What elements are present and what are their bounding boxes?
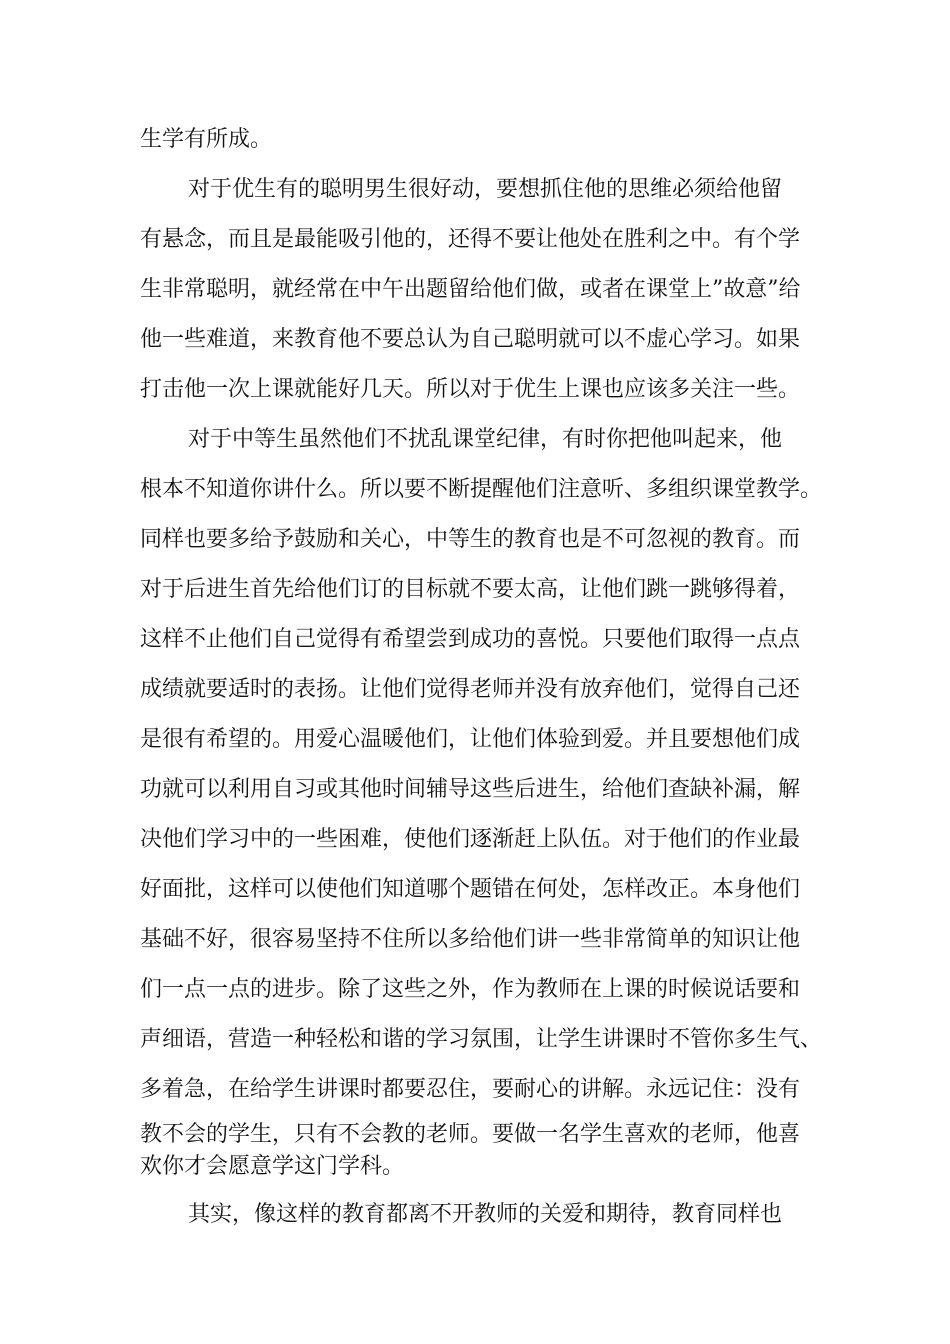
text-line-2: 对于优生有的聪明男生很好动，要想抓住他的思维必须给他留 <box>188 177 783 202</box>
text-line-15: 决他们学习中的一些困难，使他们逐渐赶上队伍。对于他们的作业最 <box>140 827 801 852</box>
text-line-5: 他一些难道，来教育他不要总认为自己聪明就可以不虚心学习。如果 <box>140 327 801 352</box>
text-line-22: 欢你才会愿意学这门学科。 <box>140 1154 405 1179</box>
text-line-16: 好面批，这样可以使他们知道哪个题错在何处，怎样改正。本身他们 <box>140 877 801 902</box>
text-line-12: 成绩就要适时的表扬。让他们觉得老师并没有放弃他们，觉得自己还 <box>140 677 801 702</box>
text-line-20: 多着急，在给学生讲课时都要忍住，要耐心的讲解。永远记住：没有 <box>140 1077 801 1102</box>
text-line-8: 根本不知道你讲什么。所以要不断提醒他们注意听、多组织课堂教学。 <box>140 477 823 502</box>
text-line-9: 同样也要多给予鼓励和关心，中等生的教育也是不可忽视的教育。而 <box>140 527 801 552</box>
text-line-21: 教不会的学生，只有不会教的老师。要做一名学生喜欢的老师，他喜 <box>140 1122 801 1147</box>
text-line-13: 是很有希望的。用爱心温暖他们，让他们体验到爱。并且要想他们成 <box>140 727 801 752</box>
text-line-18: 们一点一点的进步。除了这些之外，作为教师在上课的时候说话要和 <box>140 977 801 1002</box>
text-line-11: 这样不止他们自己觉得有希望尝到成功的喜悦。只要他们取得一点点 <box>140 627 801 652</box>
text-line-10: 对于后进生首先给他们订的目标就不要太高，让他们跳一跳够得着， <box>140 577 801 602</box>
text-line-3: 有悬念，而且是最能吸引他的，还得不要让他处在胜利之中。有个学 <box>140 227 801 252</box>
text-line-6: 打击他一次上课就能好几天。所以对于优生上课也应该多关注一些。 <box>140 377 801 402</box>
text-line-17: 基础不好，很容易坚持不住所以多给他们讲一些非常简单的知识让他 <box>140 927 801 952</box>
text-line-23: 其实，像这样的教育都离不开教师的关爱和期待，教育同样也 <box>188 1202 783 1227</box>
text-line-19: 声细语，营造一种轻松和谐的学习氛围，让学生讲课时不管你多生气、 <box>140 1027 823 1052</box>
text-line-7: 对于中等生虽然他们不扰乱课堂纪律，有时你把他叫起来，他 <box>188 427 783 452</box>
text-line-1: 生学有所成。 <box>140 127 273 152</box>
text-line-4: 生非常聪明，就经常在中午出题留给他们做，或者在课堂上”故意”给 <box>140 277 801 302</box>
text-line-14: 功就可以利用自习或其他时间辅导这些后进生，给他们查缺补漏，解 <box>140 777 801 802</box>
